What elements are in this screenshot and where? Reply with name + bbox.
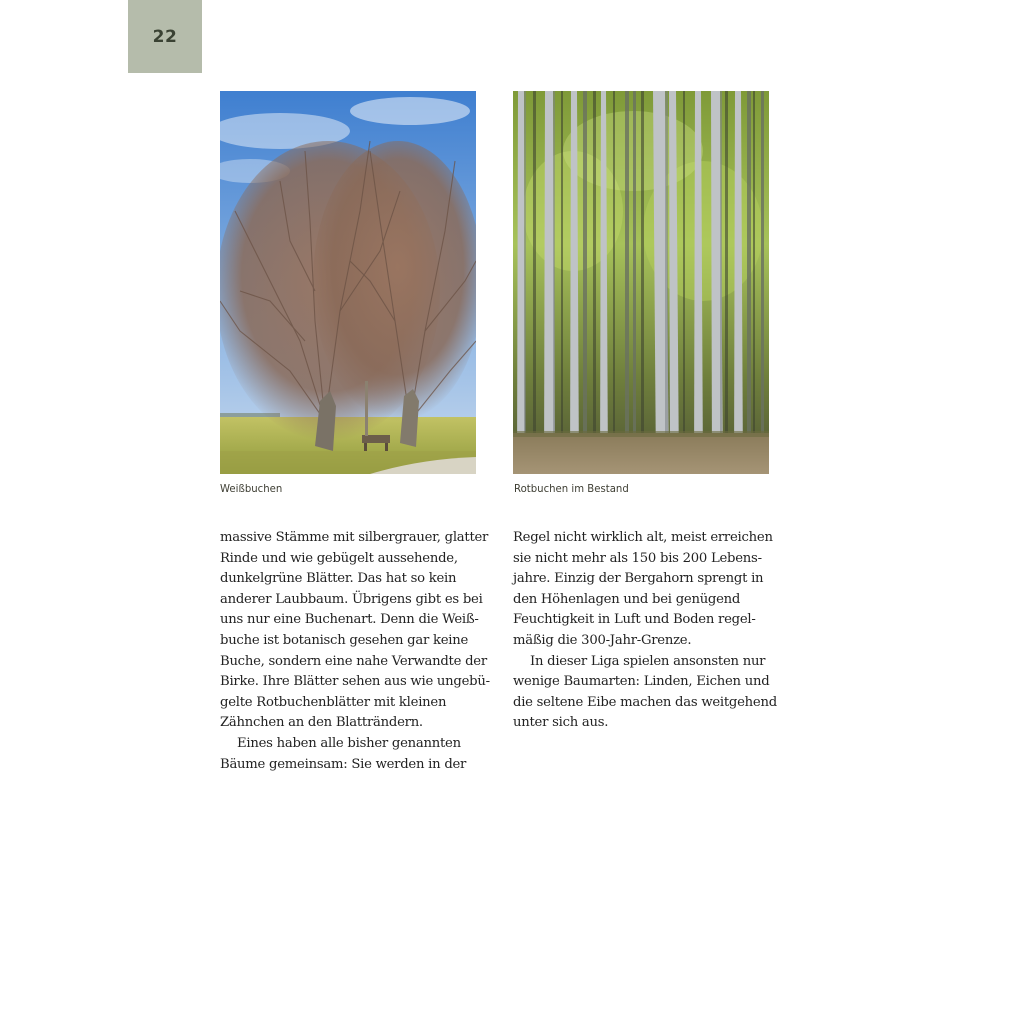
text-line: Rinde und wie gebügelt aussehende, — [220, 550, 458, 566]
text-line: gelte Rotbuchenblätter mit kleinen — [220, 694, 447, 710]
text-line: den Höhenlagen und bei genügend — [513, 591, 741, 607]
text-line: buche ist botanisch gesehen gar keine — [220, 632, 469, 648]
text-line: anderer Laubbaum. Übrigens gibt es bei — [220, 591, 483, 607]
text-line: massive Stämme mit silbergrauer, glatter — [220, 530, 489, 545]
text-line-paragraph-start: In dieser Liga spielen ansonsten nur — [530, 653, 766, 669]
text-line: Feuchtigkeit in Luft und Boden regel- — [513, 612, 756, 628]
hornbeam-photo-caption: Weißbuchen — [220, 482, 283, 495]
text-line: Birke. Ihre Blätter sehen aus wie ungebü- — [220, 674, 490, 690]
beech-forest-photo-caption: Rotbuchen im Bestand — [514, 482, 629, 495]
text-line: sie nicht mehr als 150 bis 200 Lebens- — [513, 550, 762, 566]
text-line: Zähnchen an den Blatträndern. — [220, 715, 423, 731]
hornbeam-photo-image — [220, 91, 476, 474]
text-line: Regel nicht wirklich alt, meist erreichen — [513, 530, 773, 545]
text-line: wenige Baumarten: Linden, Eichen und — [513, 674, 770, 690]
text-line: uns nur eine Buchenart. Denn die Weiß- — [220, 612, 479, 628]
body-text-right-column — [513, 528, 775, 734]
page-number: 22 — [152, 26, 178, 47]
beech-forest-photo — [513, 91, 769, 474]
hornbeam-photo — [220, 91, 476, 474]
text-line: dunkelgrüne Blätter. Das hat so kein — [220, 571, 457, 587]
text-line: die seltene Eibe machen das weitgehend — [513, 694, 777, 710]
beech-forest-photo-image — [513, 91, 769, 474]
text-line: Bäume gemeinsam: Sie werden in der — [220, 756, 467, 772]
text-line: mäßig die 300-Jahr-Grenze. — [513, 632, 692, 648]
text-line: unter sich aus. — [513, 715, 609, 731]
text-line: jahre. Einzig der Bergahorn sprengt in — [513, 571, 764, 587]
text-line: Buche, sondern eine nahe Verwandte der — [220, 653, 487, 669]
text-line-paragraph-start: Eines haben alle bisher genannten — [237, 735, 461, 751]
page-number-tab — [128, 0, 202, 73]
body-text-left-column — [220, 528, 490, 775]
